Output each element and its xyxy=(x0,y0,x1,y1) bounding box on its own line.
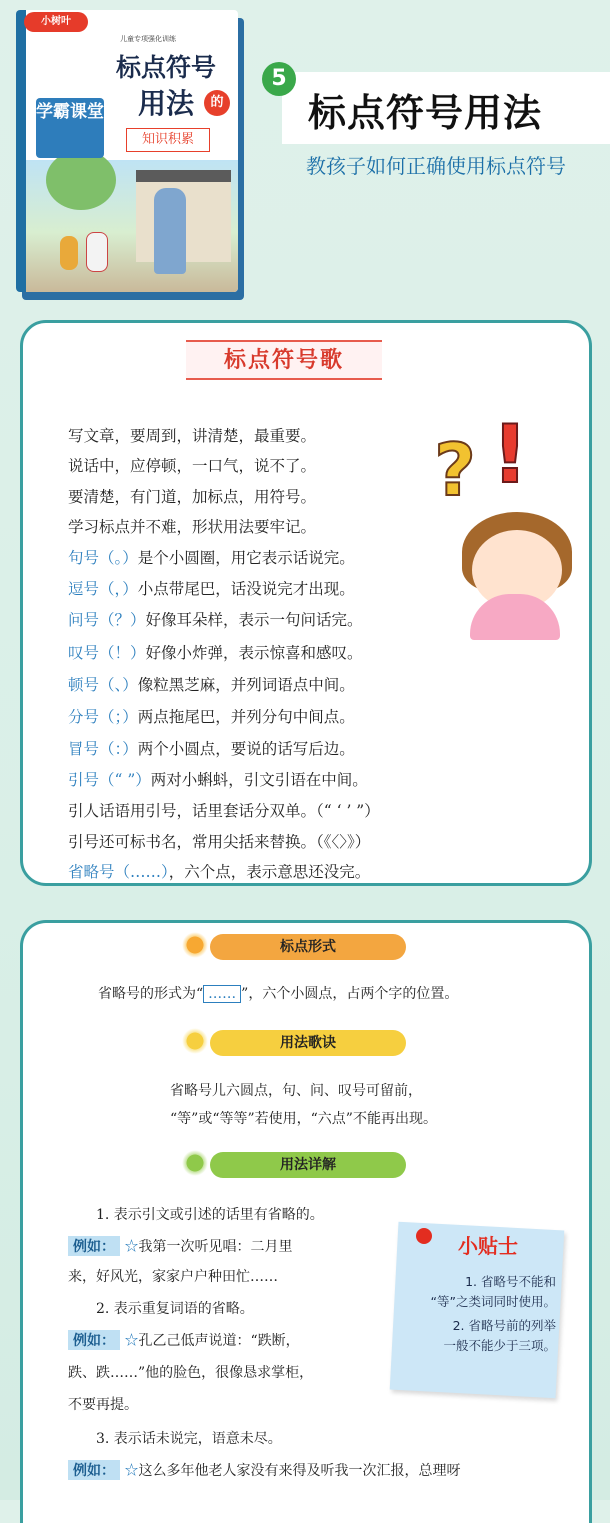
book-spine xyxy=(16,10,26,292)
brand-logo: 小树叶 xyxy=(24,12,88,32)
sun-icon xyxy=(182,1150,208,1176)
book-series: 儿童专项强化训练 xyxy=(120,35,176,43)
song-line: 叹号（！）好像小炸弹，表示惊喜和感叹。 xyxy=(68,644,363,662)
ellipsis-box: …… xyxy=(203,985,241,1003)
example-line: 例如： ☆孔乙己低声说道：“跌断， xyxy=(68,1330,388,1350)
detail-label: 用法详解 xyxy=(210,1152,406,1178)
book-title-line2: 用法 xyxy=(138,87,195,120)
example-line: 跌、跌……”他的脸色，很像恳求掌柜， xyxy=(68,1365,314,1381)
book-badge: 学霸课堂 xyxy=(36,98,104,158)
sun-icon xyxy=(182,932,208,958)
book-cover xyxy=(16,10,238,292)
sun-icon xyxy=(182,1028,208,1054)
song-line: 引人话语用引号，话里套话分双单。（“ ‘ ’ ”） xyxy=(68,802,380,820)
song-line: 逗号（，）小点带尾巴，话没说完才出现。 xyxy=(68,580,355,598)
child-figure-icon xyxy=(86,232,108,272)
example-line: 例如： ☆我第一次听见唱：二月里 xyxy=(68,1236,388,1256)
song-line: 引号还可标书名，常用尖括来替换。（《〈〉》） xyxy=(68,833,371,851)
song-line: 句号（。）是个小圆圈，用它表示话说完。 xyxy=(68,549,355,567)
teacher-figure-icon xyxy=(154,188,186,274)
song-line: 冒号（：）两个小圆点，要说的话写后边。 xyxy=(68,740,355,758)
song-line: 问号（？）好像耳朵样，表示一句问话完。 xyxy=(68,611,363,629)
song-line: 学习标点并不难，形状用法要牢记。 xyxy=(68,518,317,536)
question-mark-icon: ? xyxy=(434,428,476,512)
example-line: 来，好风光，家家户户种田忙…… xyxy=(68,1269,278,1285)
pin-icon xyxy=(416,1228,432,1244)
example-line: 例如： ☆这么多年他老人家没有来得及听我一次汇报，总理呀 xyxy=(68,1460,578,1480)
form-description: 省略号的形式为“ …… ”，六个小圆点，占两个字的位置。 xyxy=(98,986,459,1002)
rhyme-line: 省略号儿六圆点，句、问、叹号可留前， xyxy=(170,1083,422,1099)
book-subtitle: 知识积累 xyxy=(126,128,210,152)
tip-line: 一般不能少于三项。 xyxy=(443,1338,556,1353)
rhyme-label: 用法歌诀 xyxy=(210,1030,406,1056)
example-label: 例如： xyxy=(68,1236,120,1256)
song-line: 写文章，要周到，讲清楚，最重要。 xyxy=(68,427,317,445)
song-line: 要清楚，有门道，加标点，用符号。 xyxy=(68,488,317,506)
usage-point: 2. 表示重复词语的省略。 xyxy=(96,1301,254,1317)
tip-line: 2. 省略号前的列举 xyxy=(452,1318,556,1333)
usage-point: 3. 表示话未说完，语意未尽。 xyxy=(96,1431,282,1447)
rhyme-line: “等”或“等等”若使用，“六点”不能再出现。 xyxy=(170,1111,437,1127)
tips-title: 小贴士 xyxy=(458,1234,518,1258)
section-title-bar xyxy=(282,72,610,144)
tree-icon xyxy=(46,150,116,210)
section-number-badge: 5 xyxy=(262,62,296,96)
song-line: 引号（“ ”）两对小蝌蚪，引文引语在中间。 xyxy=(68,771,368,789)
song-line: 分号（；）两点拖尾巴，并列分句中间点。 xyxy=(68,708,355,726)
song-title: 标点符号歌 xyxy=(186,340,382,380)
tip-line: “等”之类词同时使用。 xyxy=(430,1294,556,1309)
page-title: 标点符号用法 xyxy=(308,91,543,135)
form-label: 标点形式 xyxy=(210,934,406,960)
example-line: 不要再提。 xyxy=(68,1397,138,1413)
child-figure-icon xyxy=(60,236,78,270)
star-icon: ☆ xyxy=(124,1333,139,1349)
example-label: 例如： xyxy=(68,1330,120,1350)
example-label: 例如： xyxy=(68,1460,120,1480)
tip-line: 1. 省略号不能和 xyxy=(465,1274,556,1289)
star-icon: ☆ xyxy=(124,1463,139,1479)
usage-point: 1. 表示引文或引述的话里有省略的。 xyxy=(96,1207,324,1223)
book-title-line1: 标点符号 xyxy=(116,53,217,82)
song-line: 说话中，应停顿，一口气，说不了。 xyxy=(68,457,317,475)
song-line: 省略号（……），六个点，表示意思还没完。 xyxy=(68,863,371,881)
book-title-de: 的 xyxy=(204,90,230,116)
song-line: 顿号（、）像粒黑芝麻，并列词语点中间。 xyxy=(68,676,355,694)
page-subtitle: 教孩子如何正确使用标点符号 xyxy=(306,154,566,178)
exclamation-mark-icon: ! xyxy=(491,408,529,501)
star-icon: ☆ xyxy=(124,1239,139,1255)
